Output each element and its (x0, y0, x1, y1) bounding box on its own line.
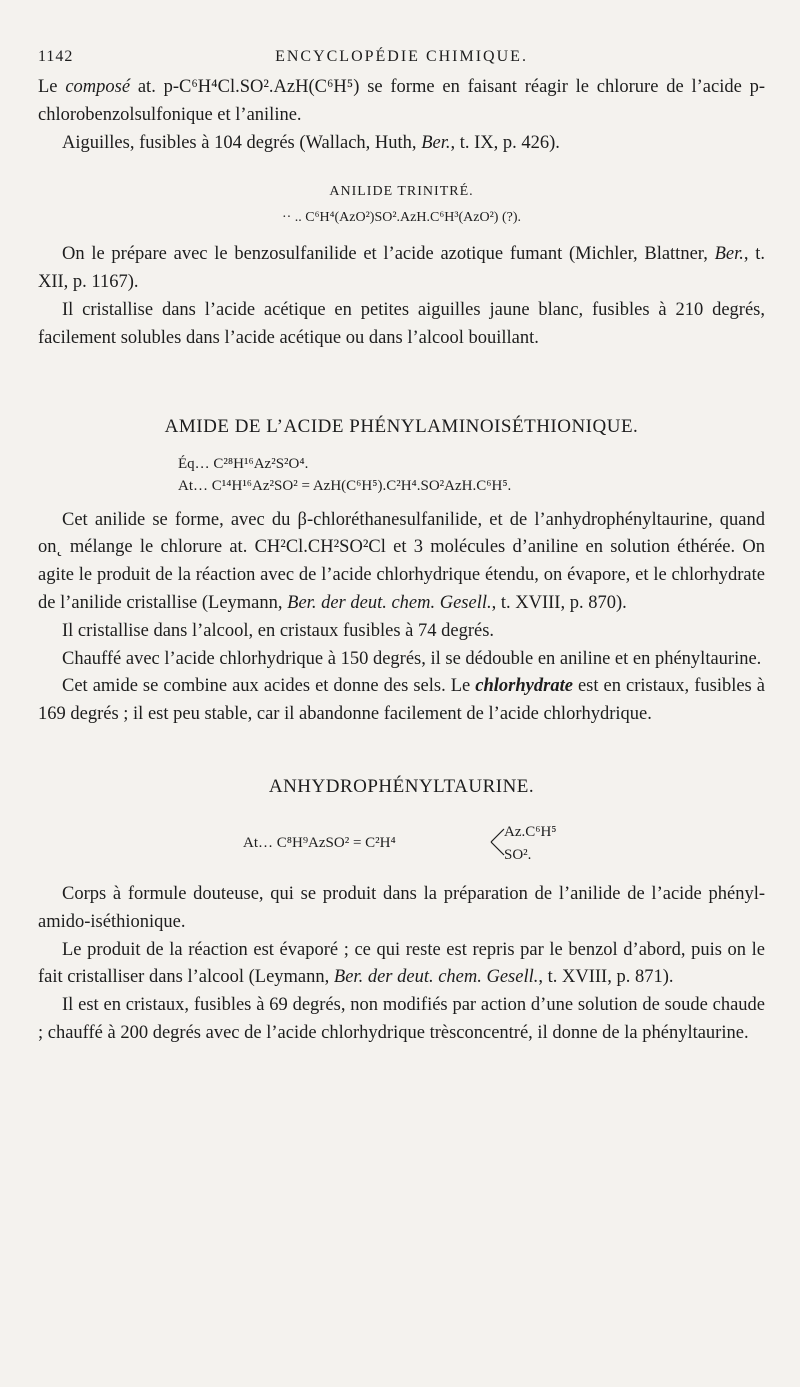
paragraph-anilide-forme: Cet anilide se forme, avec du β-chloréthanesulfanilide, et de l’anhydrophényltaurine, quand on˛ mélange le chlorure at. CH²Cl.CH²SO²Cl et 3 molécules d’aniline en solution éthérée. On agite le produit de la réaction avec de l’acide chlorhydrique étendu, on évapore, et le chlorhydrate de l’anilide cristallise (Leymann, Ber. der deut. chem. Gesell., t. XVIII, p. 870). (38, 509, 765, 613)
formula-anilide-trinitre: ·· .. C⁶H⁴(AzO²)SO².AzH.C⁶H³(AzO²) (?). (281, 210, 522, 226)
page-header (38, 42, 765, 68)
running-title: ENCYCLOPÉDIE CHIMIQUE. (275, 48, 528, 65)
section-title-anilide-trinitre: ANILIDE TRINITRÉ. (329, 184, 474, 200)
paragraph-sels: Cet amide se combine aux acides et donne des sels. Le chlorhydrate est en cristaux, fusibles à 169 degrés ; il est peu stable, car il abandonne facilement de l’acide chlorhydrique. (38, 676, 765, 725)
formula-branch-top: Az.C⁶H⁵ (504, 823, 557, 840)
formula-branch-bottom: SO². (504, 846, 532, 863)
page-content (38, 74, 765, 1048)
section-title-amide: AMIDE DE L’ACIDE PHÉNYLAMINOISÉTHIONIQUE. (164, 415, 639, 437)
paragraph-chauffe: Chauffé avec l’acide chlorhydrique à 150 degrés, il se dédouble en aniline et en phényltaurine. (62, 648, 762, 669)
formula-main: At… C⁸H⁹AzSO² = C²H⁴ (243, 834, 396, 851)
formula-atomic: At… C¹⁴H¹⁶Az²SO² = AzH(C⁶H⁵).C²H⁴.SO²AzH.C⁶H⁵. (178, 477, 512, 494)
page-number: 1142 (38, 48, 74, 65)
paragraph-cristaux: Il est en cristaux, fusibles à 69 degrés, non modifiés par action d’une solution de soude chaude ; chauffé à 200 degrés avec de l’acide chlorhydrique trèsconcentré, il donne de la phényltaurine. (38, 995, 765, 1043)
paragraph-compose: Le composé at. p-C⁶H⁴Cl.SO².AzH(C⁶H⁵) se forme en faisant réagir le chlorure de l’acide p-chlorobenzolsulfonique et l’aniline. (38, 77, 765, 125)
paragraph-produit: Le produit de la réaction est évaporé ; ce qui reste est repris par le benzol d’abord, puis on le fait cristalliser dans l’alcool (Leymann, Ber. der deut. chem. Gesell., t. XVIII, p. 871). (38, 939, 765, 988)
paragraph-aiguilles: Aiguilles, fusibles à 104 degrés (Wallach, Huth, Ber., t. IX, p. 426). (62, 132, 560, 153)
structural-formula (38, 815, 765, 867)
paragraph-cristallise: Il cristallise dans l’acide acétique en petites aiguilles jaune blanc, fusibles à 210 degrés, facilement solubles dans l’acide acétique ou dans l’alcool bouillant. (38, 299, 765, 348)
formula-equivalent: Éq… C²⁸H¹⁶Az²S²O⁴. (178, 455, 309, 472)
paragraph-cristallise-alcool: Il cristallise dans l’alcool, en cristaux fusibles à 74 degrés. (62, 620, 495, 641)
paragraph-preparation: On le prépare avec le benzosulfanilide et l’acide azotique fumant (Michler, Blattner, Ber., t. XII, p. 1167). (38, 244, 766, 293)
section-title-anhydrophenyltaurine: ANHYDROPHÉNYLTAURINE. (268, 775, 535, 797)
paragraph-corps: Corps à formule douteuse, qui se produit dans la préparation de l’anilide de l’acide phényl-amido-iséthionique. (38, 883, 765, 932)
formula-block-amide (38, 453, 765, 497)
